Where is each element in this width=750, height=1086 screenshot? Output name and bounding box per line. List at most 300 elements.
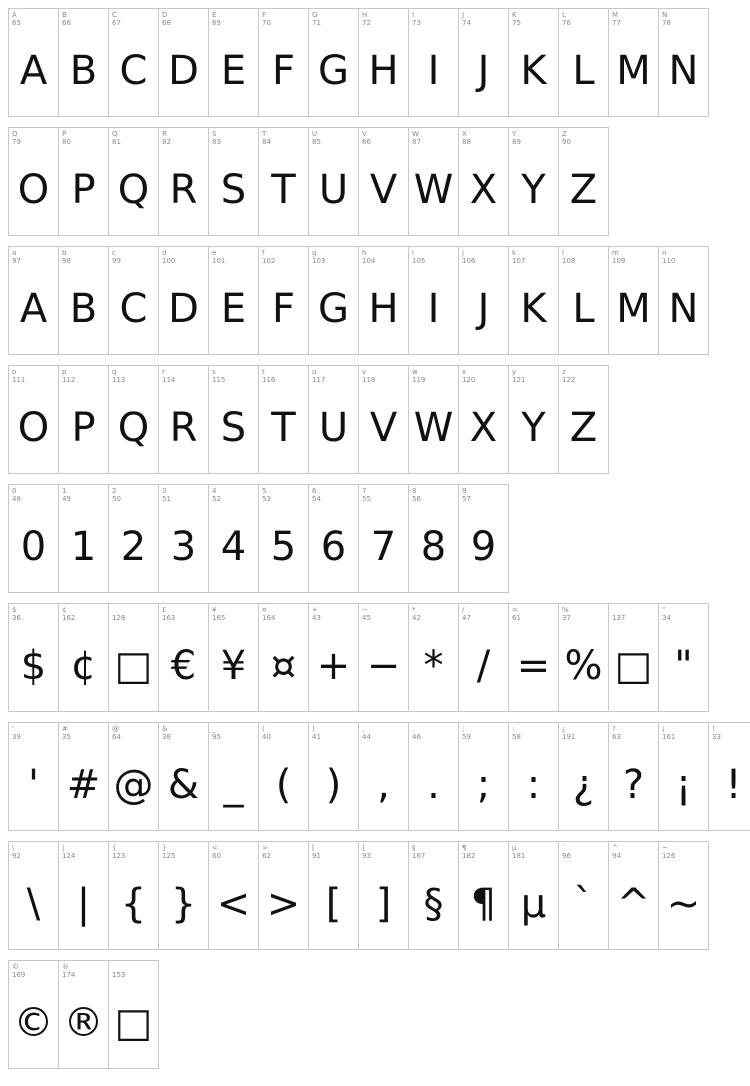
glyph-char-label: $ <box>12 606 17 614</box>
glyph-char-label: © <box>12 963 19 971</box>
glyph-char-label: # <box>62 725 68 733</box>
glyph-render: , <box>377 762 390 808</box>
glyph-cell[interactable] <box>609 723 659 831</box>
glyph-code-label: 51 <box>162 495 171 503</box>
glyph-cell[interactable] <box>309 247 359 355</box>
glyph-char-label: 0 <box>12 487 17 495</box>
glyph-char-label: i <box>412 249 414 257</box>
glyph-render: 7 <box>370 524 397 570</box>
glyph-cell[interactable] <box>409 842 459 950</box>
glyph-char-label: H <box>362 11 368 19</box>
glyph-cell[interactable] <box>259 604 309 712</box>
glyph-code-label: 106 <box>462 257 476 265</box>
glyph-char-label: ? <box>612 725 616 733</box>
glyph-char-label: [ <box>312 844 315 852</box>
glyph-code-label: 35 <box>62 733 71 741</box>
glyph-code-label: 126 <box>662 852 676 860</box>
glyph-render: L <box>572 286 595 332</box>
glyph-code-label: 102 <box>262 257 276 265</box>
glyph-code-label: 67 <box>112 19 121 27</box>
glyph-cell[interactable] <box>459 842 509 950</box>
glyph-cell[interactable] <box>259 9 309 117</box>
glyph-render: ^ <box>616 881 651 927</box>
glyph-render: ¿ <box>572 762 595 808</box>
glyph-render: § <box>423 881 444 927</box>
glyph-char-label: ! <box>712 725 715 733</box>
glyph-cell[interactable] <box>109 247 159 355</box>
glyph-cell[interactable] <box>59 247 109 355</box>
glyph-render: ~ <box>666 881 701 927</box>
glyph-code-label: 94 <box>612 852 621 860</box>
glyph-code-label: 40 <box>262 733 271 741</box>
glyph-cell[interactable] <box>159 842 209 950</box>
glyph-char-label: t <box>262 368 265 376</box>
glyph-char-label: C <box>112 11 117 19</box>
glyph-cell[interactable] <box>609 247 659 355</box>
glyph-render: 5 <box>270 524 297 570</box>
glyph-cell[interactable] <box>709 723 750 831</box>
glyph-cell[interactable] <box>159 9 209 117</box>
glyph-render: V <box>369 405 398 451</box>
glyph-char-label: W <box>412 130 419 138</box>
glyph-code-label: 125 <box>162 852 176 860</box>
glyph-cell[interactable] <box>309 723 359 831</box>
glyph-char-label: g <box>312 249 317 257</box>
glyph-code-label: 110 <box>662 257 676 265</box>
glyph-char-label: c <box>112 249 116 257</box>
glyph-render: A <box>19 48 48 94</box>
glyph-render: = <box>516 643 551 689</box>
glyph-char-label: ( <box>262 725 265 733</box>
glyph-code-label: 41 <box>312 733 321 741</box>
glyph-render: ? <box>622 762 645 808</box>
glyph-char-label: u <box>312 368 317 376</box>
glyph-code-label: 46 <box>412 733 421 741</box>
glyph-char-label: S <box>212 130 217 138</box>
glyph-cell[interactable] <box>659 723 709 831</box>
glyph-render: H <box>368 286 399 332</box>
glyph-cell[interactable] <box>259 842 309 950</box>
glyph-char-label: \ <box>12 844 15 852</box>
glyph-render: @ <box>113 762 154 808</box>
glyph-cell[interactable] <box>309 842 359 950</box>
glyph-char-label: % <box>562 606 569 614</box>
glyph-cell[interactable] <box>459 128 509 236</box>
glyph-code-label: 100 <box>162 257 176 265</box>
glyph-char-label: > <box>262 844 268 852</box>
glyph-cell[interactable] <box>359 485 409 593</box>
glyph-cell[interactable] <box>109 9 159 117</box>
glyph-code-label: 45 <box>362 614 371 622</box>
glyph-cell[interactable] <box>659 9 709 117</box>
glyph-cell[interactable] <box>359 723 409 831</box>
glyph-cell[interactable] <box>9 604 59 712</box>
glyph-cell[interactable] <box>209 842 259 950</box>
glyph-cell[interactable] <box>9 128 59 236</box>
glyph-cell[interactable] <box>509 128 559 236</box>
glyph-render: Z <box>569 405 598 451</box>
glyph-code-label: 93 <box>362 852 371 860</box>
glyph-code-label: 117 <box>312 376 326 384</box>
glyph-cell[interactable] <box>559 366 609 474</box>
glyph-code-label: 101 <box>212 257 226 265</box>
glyph-char-label: v <box>362 368 367 376</box>
glyph-char-label: . <box>412 725 415 733</box>
glyph-render: □ <box>114 643 153 689</box>
glyph-cell[interactable] <box>59 128 109 236</box>
glyph-cell[interactable] <box>59 366 109 474</box>
glyph-code-label: 191 <box>562 733 576 741</box>
glyph-cell[interactable] <box>409 9 459 117</box>
glyph-code-label: 182 <box>462 852 476 860</box>
glyph-cell[interactable] <box>559 128 609 236</box>
glyph-char-label: ¥ <box>212 606 217 614</box>
glyph-char-label: | <box>62 844 65 852</box>
glyph-cell[interactable] <box>109 128 159 236</box>
glyph-cell[interactable] <box>359 247 409 355</box>
glyph-char-label: Z <box>562 130 567 138</box>
glyph-render: % <box>564 643 603 689</box>
glyph-render: 2 <box>120 524 147 570</box>
glyph-render: S <box>220 405 247 451</box>
glyph-cell[interactable] <box>59 723 109 831</box>
glyph-code-label: 47 <box>462 614 471 622</box>
glyph-cell[interactable] <box>459 366 509 474</box>
glyph-code-label: 113 <box>112 376 126 384</box>
glyph-cell[interactable] <box>59 485 109 593</box>
glyph-char-label: d <box>162 249 167 257</box>
glyph-code-label: 88 <box>462 138 471 146</box>
glyph-code-label: 162 <box>62 614 76 622</box>
glyph-code-label: 92 <box>12 852 21 860</box>
glyph-code-label: 114 <box>162 376 176 384</box>
glyph-render: J <box>477 48 490 94</box>
glyph-cell[interactable] <box>359 366 409 474</box>
glyph-render: W <box>413 405 454 451</box>
glyph-render: S <box>220 167 247 213</box>
glyph-char-label: ¶ <box>462 844 467 852</box>
glyph-char-label: 7 <box>362 487 367 495</box>
glyph-cell[interactable] <box>59 961 109 1069</box>
glyph-cell[interactable] <box>209 9 259 117</box>
glyph-cell[interactable] <box>559 842 609 950</box>
glyph-render: 4 <box>220 524 247 570</box>
glyph-cell[interactable] <box>159 723 209 831</box>
glyph-code-label: 69 <box>212 19 221 27</box>
glyph-render: F <box>271 286 295 332</box>
glyph-code-label: 121 <box>512 376 526 384</box>
glyph-char-label: I <box>412 11 415 19</box>
glyph-code-label: 86 <box>362 138 371 146</box>
glyph-char-label: : <box>512 725 515 733</box>
glyph-cell[interactable] <box>659 247 709 355</box>
glyph-code-label: 119 <box>412 376 426 384</box>
glyph-code-label: 111 <box>12 376 26 384</box>
glyph-code-label: 112 <box>62 376 76 384</box>
glyph-char-label: U <box>312 130 318 138</box>
glyph-code-label: 33 <box>712 733 721 741</box>
glyph-cell[interactable] <box>59 842 109 950</box>
glyph-cell[interactable] <box>609 604 659 712</box>
glyph-cell[interactable] <box>159 247 209 355</box>
glyph-code-label: 98 <box>62 257 71 265</box>
glyph-render: I <box>427 48 440 94</box>
glyph-cell[interactable] <box>409 485 459 593</box>
glyph-render: \ <box>26 881 41 927</box>
glyph-render: A <box>19 286 48 332</box>
glyph-render: P <box>71 405 96 451</box>
glyph-char-label: § <box>412 844 416 852</box>
glyph-char-label: , <box>362 725 365 733</box>
glyph-cell[interactable] <box>459 723 509 831</box>
glyph-cell[interactable] <box>259 485 309 593</box>
glyph-cell[interactable] <box>409 366 459 474</box>
glyph-cell[interactable] <box>9 842 59 950</box>
glyph-char-label: 5 <box>262 487 267 495</box>
glyph-char-label: L <box>562 11 566 19</box>
glyph-code-label: 169 <box>12 971 26 979</box>
glyph-cell[interactable] <box>509 842 559 950</box>
glyph-code-label: 109 <box>612 257 626 265</box>
glyph-code-label: 37 <box>562 614 571 622</box>
glyph-char-label: _ <box>212 725 216 733</box>
glyph-cell[interactable] <box>59 9 109 117</box>
glyph-render: R <box>169 405 198 451</box>
glyph-code-label: 56 <box>412 495 421 503</box>
glyph-cell[interactable] <box>209 723 259 831</box>
glyph-render: / <box>476 643 491 689</box>
glyph-render: & <box>167 762 200 808</box>
glyph-cell[interactable] <box>209 485 259 593</box>
glyph-render: O <box>17 405 50 451</box>
glyph-cell[interactable] <box>359 128 409 236</box>
glyph-cell[interactable] <box>459 485 509 593</box>
glyph-render: M <box>616 48 651 94</box>
glyph-cell[interactable] <box>309 366 359 474</box>
glyph-render: ¥ <box>220 643 247 689</box>
glyph-code-label: 44 <box>362 733 371 741</box>
glyph-code-label: 74 <box>462 19 471 27</box>
glyph-char-label: < <box>212 844 218 852</box>
glyph-cell[interactable] <box>259 247 309 355</box>
glyph-cell[interactable] <box>559 604 609 712</box>
glyph-char-label: e <box>212 249 217 257</box>
glyph-cell[interactable] <box>9 961 59 1069</box>
glyph-code-label: 59 <box>462 733 471 741</box>
glyph-char-label: b <box>62 249 67 257</box>
glyph-render: " <box>674 643 693 689</box>
glyph-cell[interactable] <box>109 961 159 1069</box>
glyph-cell[interactable] <box>9 723 59 831</box>
glyph-cell[interactable] <box>259 128 309 236</box>
glyph-render: ' <box>28 762 39 808</box>
glyph-row-currency-math-symbols <box>8 603 709 712</box>
glyph-code-label: 128 <box>112 614 126 622</box>
glyph-cell[interactable] <box>209 247 259 355</box>
glyph-code-label: 63 <box>612 733 621 741</box>
glyph-code-label: 57 <box>462 495 471 503</box>
glyph-render: ¶ <box>470 881 497 927</box>
glyph-cell[interactable] <box>159 128 209 236</box>
glyph-cell[interactable] <box>409 247 459 355</box>
glyph-code-label: 75 <box>512 19 521 27</box>
glyph-cell[interactable] <box>259 366 309 474</box>
glyph-render: U <box>318 167 349 213</box>
glyph-render: ) <box>325 762 342 808</box>
glyph-cell[interactable] <box>159 366 209 474</box>
glyph-cell[interactable] <box>659 842 709 950</box>
glyph-char-label: y <box>512 368 517 376</box>
glyph-cell[interactable] <box>209 128 259 236</box>
glyph-cell[interactable] <box>509 247 559 355</box>
glyph-cell[interactable] <box>309 485 359 593</box>
glyph-cell[interactable] <box>409 604 459 712</box>
glyph-code-label: 76 <box>562 19 571 27</box>
glyph-cell[interactable] <box>209 366 259 474</box>
glyph-char-label: G <box>312 11 318 19</box>
glyph-code-label: 96 <box>562 852 571 860</box>
glyph-cell[interactable] <box>109 366 159 474</box>
glyph-cell[interactable] <box>109 485 159 593</box>
glyph-code-label: 181 <box>512 852 526 860</box>
glyph-code-label: 60 <box>212 852 221 860</box>
glyph-char-label: j <box>462 249 464 257</box>
glyph-cell[interactable] <box>509 9 559 117</box>
glyph-cell[interactable] <box>609 842 659 950</box>
glyph-code-label: 73 <box>412 19 421 27</box>
glyph-render: . <box>427 762 440 808</box>
glyph-cell[interactable] <box>309 604 359 712</box>
glyph-code-label: 167 <box>412 852 426 860</box>
glyph-cell[interactable] <box>509 366 559 474</box>
glyph-char-label: ~ <box>662 844 668 852</box>
glyph-cell[interactable] <box>209 604 259 712</box>
glyph-code-label: 103 <box>312 257 326 265</box>
glyph-code-label: 84 <box>262 138 271 146</box>
glyph-char-label: K <box>512 11 517 19</box>
glyph-char-label: P <box>62 130 67 138</box>
glyph-code-label: 78 <box>662 19 671 27</box>
glyph-char-label: ® <box>62 963 69 971</box>
glyph-cell[interactable] <box>559 247 609 355</box>
glyph-code-label: 39 <box>12 733 21 741</box>
glyph-cell[interactable] <box>509 604 559 712</box>
glyph-render: P <box>71 167 96 213</box>
glyph-cell[interactable] <box>9 247 59 355</box>
glyph-render: > <box>266 881 301 927</box>
glyph-cell[interactable] <box>309 128 359 236</box>
glyph-cell[interactable] <box>9 485 59 593</box>
glyph-code-label: 118 <box>362 376 376 384</box>
glyph-code-label: 71 <box>312 19 321 27</box>
glyph-code-label: 55 <box>362 495 371 503</box>
glyph-cell[interactable] <box>259 723 309 831</box>
glyph-cell[interactable] <box>159 485 209 593</box>
glyph-char-label: o <box>12 368 17 376</box>
glyph-render: ® <box>63 1000 104 1046</box>
glyph-row-brackets-accents <box>8 841 709 950</box>
glyph-cell[interactable] <box>509 723 559 831</box>
glyph-cell[interactable] <box>459 9 509 117</box>
glyph-char-label: @ <box>112 725 119 733</box>
glyph-code-label: 66 <box>62 19 71 27</box>
glyph-char-label: ¢ <box>62 606 67 614</box>
glyph-render: X <box>469 405 498 451</box>
glyph-render: X <box>469 167 498 213</box>
glyph-cell[interactable] <box>359 9 409 117</box>
glyph-render: − <box>366 643 401 689</box>
glyph-char-label: 3 <box>162 487 167 495</box>
glyph-cell[interactable] <box>659 604 709 712</box>
glyph-render: ( <box>275 762 292 808</box>
glyph-code-label: 115 <box>212 376 226 384</box>
glyph-render: 0 <box>20 524 47 570</box>
glyph-char-label: 1 <box>62 487 67 495</box>
glyph-cell[interactable] <box>459 604 509 712</box>
glyph-cell[interactable] <box>9 366 59 474</box>
glyph-row-misc-marks <box>8 960 159 1069</box>
glyph-char-label: q <box>112 368 117 376</box>
glyph-cell[interactable] <box>109 604 159 712</box>
glyph-render: G <box>318 48 349 94</box>
glyph-render: F <box>271 48 295 94</box>
glyph-char-label: " <box>662 606 666 614</box>
glyph-code-label: 104 <box>362 257 376 265</box>
glyph-code-label: 79 <box>12 138 21 146</box>
glyph-render: U <box>318 405 349 451</box>
glyph-cell[interactable] <box>559 9 609 117</box>
glyph-render: : <box>526 762 541 808</box>
glyph-code-label: 107 <box>512 257 526 265</box>
glyph-render: # <box>66 762 101 808</box>
glyph-char-label: F <box>262 11 267 19</box>
glyph-render: 9 <box>470 524 497 570</box>
glyph-char-label: ¡ <box>662 725 665 733</box>
glyph-char-label: N <box>662 11 668 19</box>
glyph-render: 8 <box>420 524 447 570</box>
glyph-code-label: 70 <box>262 19 271 27</box>
glyph-code-label: 87 <box>412 138 421 146</box>
glyph-code-label: 122 <box>562 376 576 384</box>
glyph-cell[interactable] <box>59 604 109 712</box>
glyph-char-label: 4 <box>212 487 217 495</box>
glyph-render: ] <box>375 881 392 927</box>
glyph-cell[interactable] <box>109 723 159 831</box>
glyph-code-label: 120 <box>462 376 476 384</box>
glyph-cell[interactable] <box>159 604 209 712</box>
glyph-render: ; <box>476 762 491 808</box>
glyph-char-label: V <box>362 130 367 138</box>
glyph-code-label: 38 <box>162 733 171 741</box>
glyph-cell[interactable] <box>459 247 509 355</box>
glyph-code-label: 34 <box>662 614 671 622</box>
glyph-char-label: f <box>262 249 265 257</box>
glyph-cell[interactable] <box>409 128 459 236</box>
glyph-cell[interactable] <box>309 9 359 117</box>
glyph-cell[interactable] <box>9 9 59 117</box>
glyph-cell[interactable] <box>409 723 459 831</box>
glyph-cell[interactable] <box>559 723 609 831</box>
glyph-cell[interactable] <box>109 842 159 950</box>
glyph-cell[interactable] <box>609 9 659 117</box>
glyph-cell[interactable] <box>359 604 409 712</box>
glyph-code-label: 81 <box>112 138 121 146</box>
glyph-char-label: 6 <box>312 487 317 495</box>
glyph-code-label: 48 <box>12 495 21 503</box>
glyph-render: T <box>271 167 296 213</box>
glyph-cell[interactable] <box>359 842 409 950</box>
glyph-render: D <box>168 286 199 332</box>
